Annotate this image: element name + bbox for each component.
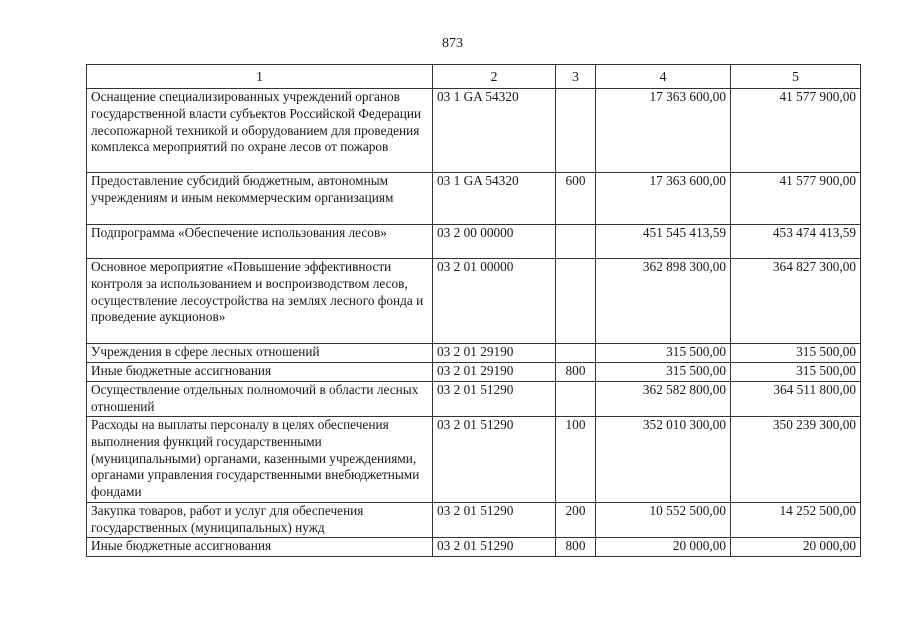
row-amount2: 20 000,00	[731, 538, 861, 557]
table-row	[87, 344, 861, 363]
header-cell-code: 2	[433, 65, 556, 89]
row-code: 03 2 01 51290	[433, 538, 556, 557]
row-amount1: 362 582 800,00	[596, 382, 731, 417]
row-amount1: 451 545 413,59	[596, 225, 731, 259]
table-row	[87, 382, 861, 417]
row-amount1: 315 500,00	[596, 344, 731, 363]
row-code: 03 2 01 51290	[433, 382, 556, 417]
row-vr: 800	[556, 538, 596, 557]
row-name: Предоставление субсидий бюджетным, автономным учреждениям и иным некоммерческим организациям	[87, 173, 433, 225]
row-code: 03 2 01 00000	[433, 259, 556, 344]
table-row	[87, 503, 861, 538]
row-vr	[556, 344, 596, 363]
row-amount2: 41 577 900,00	[731, 173, 861, 225]
row-amount2: 41 577 900,00	[731, 89, 861, 173]
row-amount2: 453 474 413,59	[731, 225, 861, 259]
page-number: 873	[442, 36, 463, 51]
table-row	[87, 173, 861, 225]
table-row	[87, 259, 861, 344]
row-amount2: 364 827 300,00	[731, 259, 861, 344]
row-name: Основное мероприятие «Повышение эффективности контроля за использованием и воспроизводством лесов, осуществление лесоустройства на землях лесного фонда и проведение аукционов»	[87, 259, 433, 344]
row-amount2: 350 239 300,00	[731, 417, 861, 503]
row-vr	[556, 259, 596, 344]
row-name: Закупка товаров, работ и услуг для обеспечения государственных (муниципальных) нужд	[87, 503, 433, 538]
table-row	[87, 417, 861, 503]
row-vr	[556, 382, 596, 417]
row-code: 03 2 00 00000	[433, 225, 556, 259]
row-code: 03 2 01 29190	[433, 344, 556, 363]
row-amount1: 315 500,00	[596, 363, 731, 382]
row-vr: 200	[556, 503, 596, 538]
header-cell-amount1: 4	[596, 65, 731, 89]
row-vr	[556, 89, 596, 173]
row-code: 03 2 01 29190	[433, 363, 556, 382]
header-cell-amount2: 5	[731, 65, 861, 89]
row-code: 03 1 GA 54320	[433, 89, 556, 173]
table-header	[87, 65, 861, 89]
row-name: Иные бюджетные ассигнования	[87, 363, 433, 382]
budget-table	[86, 64, 861, 557]
row-name: Учреждения в сфере лесных отношений	[87, 344, 433, 363]
row-vr	[556, 225, 596, 259]
table-row	[87, 538, 861, 557]
row-name: Расходы на выплаты персоналу в целях обеспечения выполнения функций государственными (муниципальными) органами, казенными учреждениями, органами управления государственными внебюджетными фондами	[87, 417, 433, 503]
row-vr: 800	[556, 363, 596, 382]
row-code: 03 2 01 51290	[433, 503, 556, 538]
row-amount1: 352 010 300,00	[596, 417, 731, 503]
row-amount2: 315 500,00	[731, 344, 861, 363]
header-cell-name: 1	[87, 65, 433, 89]
row-code: 03 1 GA 54320	[433, 173, 556, 225]
row-amount2: 14 252 500,00	[731, 503, 861, 538]
header-cell-vr: 3	[556, 65, 596, 89]
header-row	[87, 65, 861, 89]
row-amount2: 364 511 800,00	[731, 382, 861, 417]
row-amount1: 362 898 300,00	[596, 259, 731, 344]
table-row	[87, 363, 861, 382]
row-amount2: 315 500,00	[731, 363, 861, 382]
row-amount1: 20 000,00	[596, 538, 731, 557]
row-vr: 600	[556, 173, 596, 225]
table-row	[87, 89, 861, 173]
row-code: 03 2 01 51290	[433, 417, 556, 503]
row-name: Иные бюджетные ассигнования	[87, 538, 433, 557]
row-vr: 100	[556, 417, 596, 503]
row-amount1: 17 363 600,00	[596, 173, 731, 225]
row-amount1: 17 363 600,00	[596, 89, 731, 173]
row-name: Оснащение специализированных учреждений органов государственной власти субъектов Российской Федерации лесопожарной техникой и оборудованием для проведения комплекса мероприятий по охране лесов от пожаров	[87, 89, 433, 173]
row-name: Осуществление отдельных полномочий в области лесных отношений	[87, 382, 433, 417]
row-name: Подпрограмма «Обеспечение использования лесов»	[87, 225, 433, 259]
table-row	[87, 225, 861, 259]
row-amount1: 10 552 500,00	[596, 503, 731, 538]
